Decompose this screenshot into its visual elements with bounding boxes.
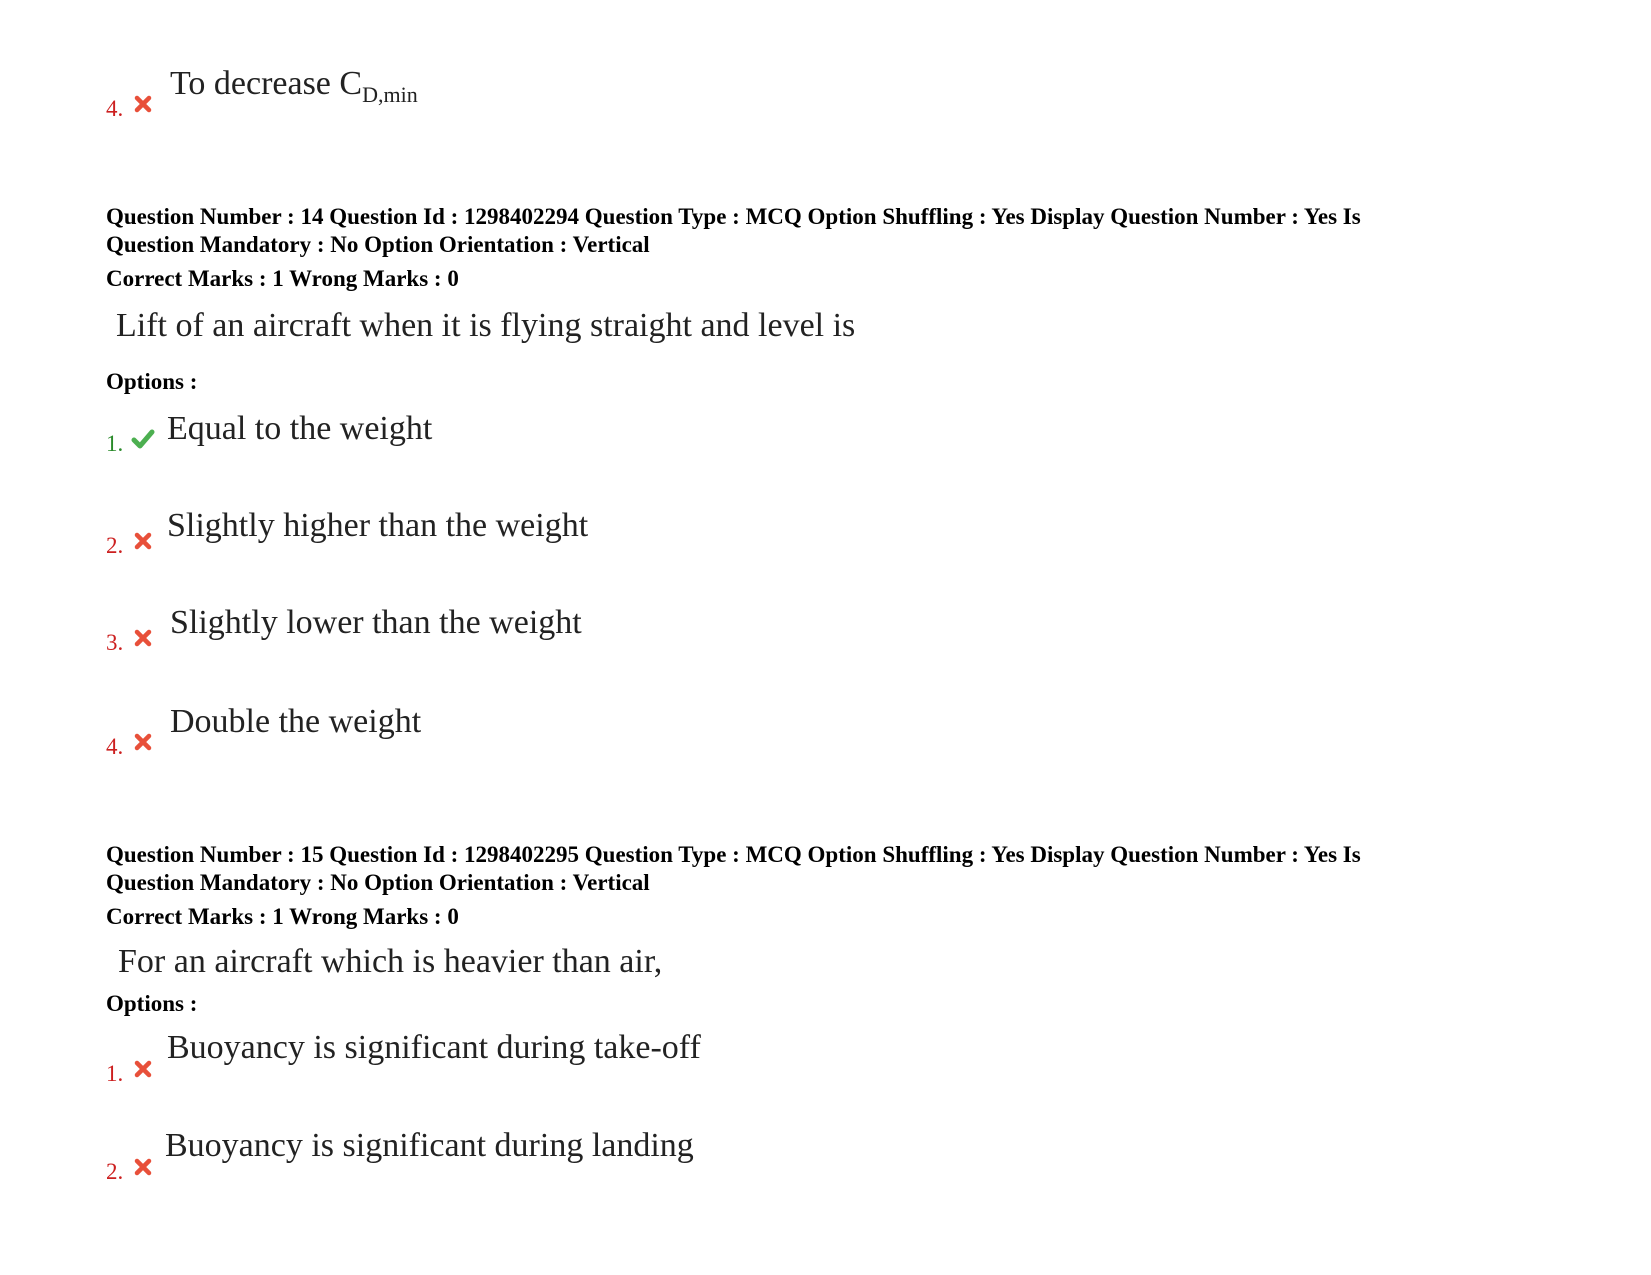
marks-info: Correct Marks : 1 Wrong Marks : 0	[106, 904, 459, 929]
marks-info: Correct Marks : 1 Wrong Marks : 0	[106, 266, 459, 291]
option-number: 2.	[106, 533, 124, 558]
option-text-main: To decrease C	[170, 65, 363, 102]
option-number: 3.	[106, 630, 124, 655]
option-text	[170, 64, 418, 115]
question-text: For an aircraft which is heavier than air,	[118, 943, 663, 980]
option-number: 4.	[106, 734, 124, 759]
question-metadata	[106, 203, 1526, 259]
option-text: Buoyancy is significant during take-off	[167, 1029, 701, 1066]
options-label: Options :	[106, 991, 198, 1016]
option-number: 4.	[106, 96, 124, 121]
question-text: Lift of an aircraft when it is flying straight and level is	[116, 307, 856, 344]
option-text-subscript: D,min	[362, 82, 418, 107]
cross-icon	[133, 1059, 153, 1079]
cross-icon	[133, 732, 153, 752]
option-text: Equal to the weight	[167, 410, 433, 447]
question-metadata	[106, 841, 1526, 897]
metadata-line-1: Question Number : 14 Question Id : 1298402294 Question Type : MCQ Option Shuffling : Yes Display Question Number : Yes Is	[106, 204, 1361, 229]
cross-icon	[133, 531, 153, 551]
cross-icon	[133, 628, 153, 648]
metadata-line-1: Question Number : 15 Question Id : 1298402295 Question Type : MCQ Option Shuffling : Yes Display Question Number : Yes Is	[106, 842, 1361, 867]
option-text: Buoyancy is significant during landing	[165, 1127, 694, 1164]
option-text: Double the weight	[170, 703, 422, 740]
option-text: Slightly higher than the weight	[167, 507, 589, 544]
options-label: Options :	[106, 369, 198, 394]
option-number: 2.	[106, 1159, 124, 1184]
metadata-line-2: Question Mandatory : No Option Orientation : Vertical	[106, 232, 650, 257]
cross-icon	[133, 1157, 153, 1177]
metadata-line-2: Question Mandatory : No Option Orientation : Vertical	[106, 870, 650, 895]
option-number: 1.	[106, 431, 124, 456]
cross-icon	[133, 94, 153, 114]
option-text: Slightly lower than the weight	[170, 604, 582, 641]
check-icon	[131, 428, 155, 450]
option-number: 1.	[106, 1061, 124, 1086]
